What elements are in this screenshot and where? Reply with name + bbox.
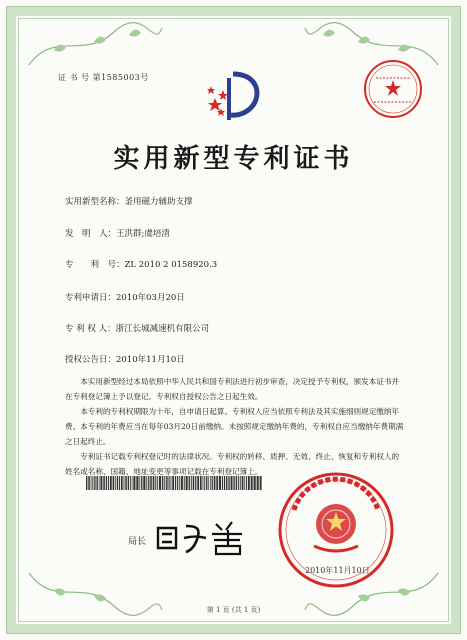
director-signature-icon: [150, 516, 260, 558]
seal-date: 2010年11月10日: [305, 566, 370, 575]
certificate-title: 实用新型专利证书: [113, 144, 354, 174]
field-value: 王洪群;虞培清: [116, 229, 170, 239]
body-paragraph: 本实用新型经过本局依照中华人民共和国专利法进行初步审查，决定授予专利权，颁发本证书并在专利登记簿上予以登记。专利权自授权公告之日起生效。: [65, 377, 400, 401]
field-label: 专 利 权 人：: [65, 324, 116, 334]
field-patent-number: [65, 258, 217, 270]
vine-ornament-icon: [24, 20, 164, 70]
field-label: 授权公告日：: [65, 355, 117, 365]
field-application-date: [65, 291, 185, 303]
field-utility-model-name: [65, 195, 193, 207]
field-label: 发 明 人：: [65, 229, 117, 239]
field-grant-date: [65, 353, 185, 365]
certificate-body: [65, 374, 405, 479]
field-value: ZL 2010 2 0158920.3: [124, 260, 218, 270]
director-label: 局长: [128, 537, 147, 547]
agency-stamp-icon: [362, 58, 424, 120]
field-value: 浙江长城减速机有限公司: [115, 324, 210, 334]
sipo-logo-icon: [203, 68, 265, 124]
field-label: 实用新型名称：: [65, 197, 125, 207]
field-inventor: [65, 227, 170, 239]
body-paragraph: 专利证书记载专利权登记时的法律状况。专利权的转移、质押、无效、终止、恢复和专利权人的姓名或名称、国籍、地址变更等事项记载在专利登记簿上。: [65, 452, 400, 476]
barcode-icon: [86, 476, 262, 490]
field-label: 专利申请日：: [65, 293, 117, 303]
field-value: 釜用磁力辅助支撑: [124, 197, 193, 207]
field-value: 2010年11月10日: [116, 355, 185, 365]
certificate-number: 证 书 号 第1585003号: [58, 73, 149, 82]
field-value: 2010年03月20日: [116, 293, 185, 303]
field-patentee: [65, 322, 209, 334]
field-label: 专 利 号：: [65, 260, 125, 270]
body-paragraph: 本专利的专利权期限为十年，自申请日起算。专利权人应当依照专利法及其实施细则规定缴纳年费。本专利的年费应当在每年03月20日前缴纳。未按照规定缴纳年费的，专利权自应当缴纳年费期满之日起终止。: [65, 407, 404, 446]
page-footer: 第 1 页 (共 1 页): [206, 606, 261, 614]
